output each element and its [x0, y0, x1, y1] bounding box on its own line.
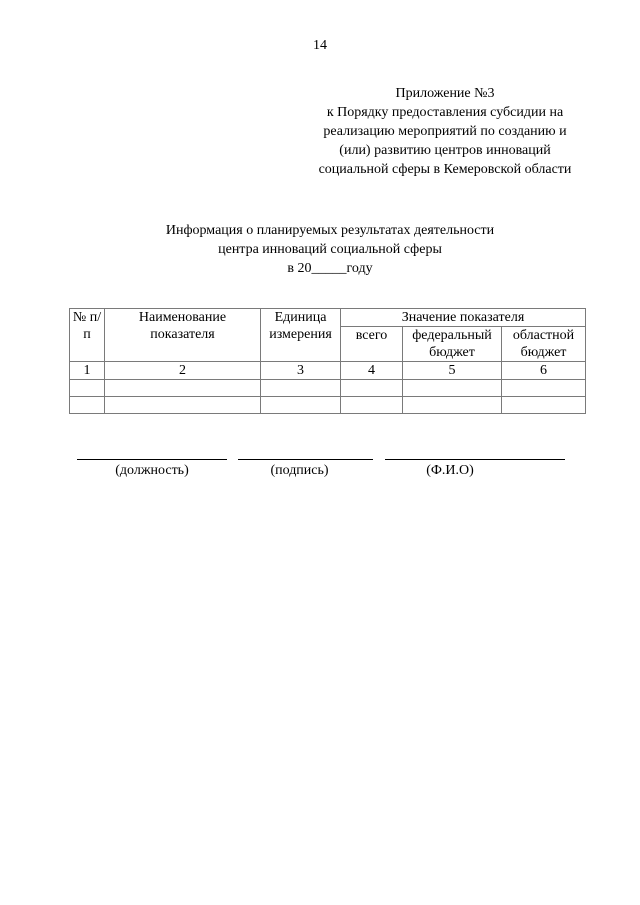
appendix-line: к Порядку предоставления субсидии на — [326, 105, 564, 120]
position-signature-line — [77, 459, 227, 460]
column-number: 3 — [261, 362, 341, 380]
empty-cell — [105, 380, 261, 397]
empty-cell — [105, 397, 261, 414]
header-indicator-name: Наименование показателя — [105, 309, 261, 362]
appendix-heading — [300, 84, 590, 179]
table-row — [70, 397, 586, 414]
column-number: 4 — [341, 362, 403, 380]
appendix-line: социальной сферы в Кемеровской области — [318, 162, 572, 177]
empty-cell — [261, 397, 341, 414]
full-name-label: (Ф.И.О) — [426, 463, 474, 478]
table-row — [70, 380, 586, 397]
title-line: центра инноваций социальной сферы — [218, 242, 442, 257]
appendix-line: реализацию мероприятий по созданию и — [323, 124, 567, 139]
position-label: (должность) — [115, 463, 189, 478]
title-line: Информация о планируемых результатах деятельности — [165, 223, 495, 238]
header-number: № п/п — [70, 309, 105, 362]
indicators-table — [69, 308, 586, 414]
column-number: 1 — [70, 362, 105, 380]
title-line: в 20_____году — [287, 261, 373, 276]
empty-cell — [341, 380, 403, 397]
empty-cell — [502, 397, 586, 414]
appendix-line: (или) развитию центров инноваций — [339, 143, 551, 158]
signature-label: (подпись) — [270, 463, 329, 478]
empty-cell — [403, 380, 502, 397]
empty-cell — [341, 397, 403, 414]
signature-line — [238, 459, 373, 460]
column-number: 6 — [502, 362, 586, 380]
header-unit: Единица измерения — [261, 309, 341, 362]
empty-cell — [70, 397, 105, 414]
column-number: 2 — [105, 362, 261, 380]
column-numbers-row — [70, 362, 586, 380]
header-indicator-value: Значение показателя — [341, 309, 586, 327]
appendix-line: Приложение №3 — [395, 86, 495, 101]
header-total: всего — [341, 327, 403, 362]
empty-cell — [403, 397, 502, 414]
header-regional-budget: областной бюджет — [502, 327, 586, 362]
empty-cell — [70, 380, 105, 397]
column-number: 5 — [403, 362, 502, 380]
empty-cell — [502, 380, 586, 397]
header-federal-budget: федеральный бюджет — [403, 327, 502, 362]
full-name-signature-line — [385, 459, 565, 460]
empty-cell — [261, 380, 341, 397]
document-title — [100, 221, 560, 278]
page-number: 14 — [313, 38, 327, 53]
